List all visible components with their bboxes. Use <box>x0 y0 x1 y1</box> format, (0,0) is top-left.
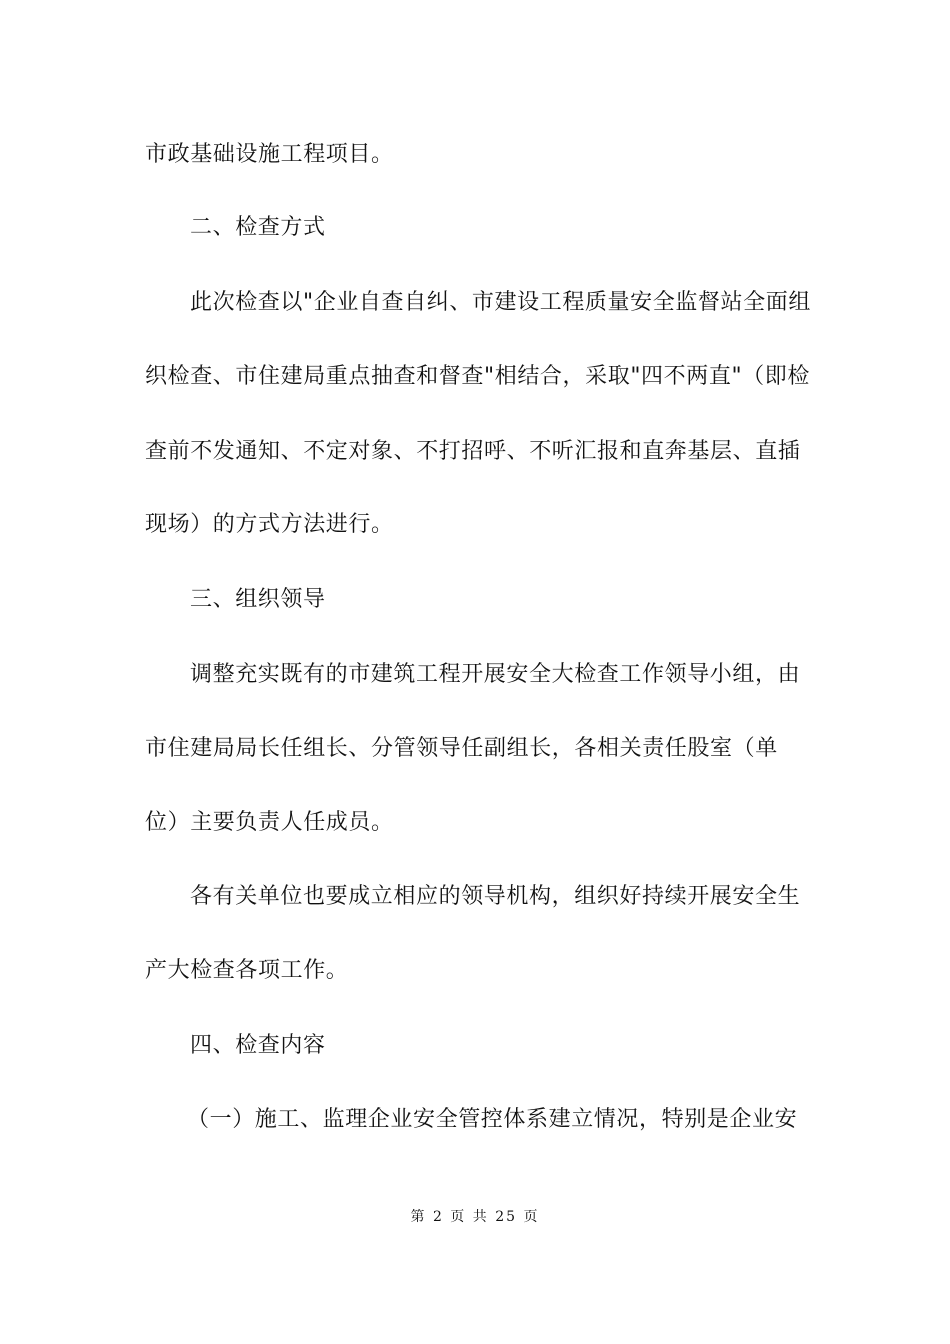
paragraph-line: （一）施工、监理企业安全管控体系建立情况，特别是企业安 <box>187 1107 798 1132</box>
page-number-footer: 第 2 页 共 25 页 <box>410 1209 540 1225</box>
section-heading: 四、检查内容 <box>190 1033 326 1058</box>
paragraph-line: 现场）的方式方法进行。 <box>145 512 394 537</box>
paragraph-line: 位）主要负责人任成员。 <box>145 810 394 835</box>
paragraph-line: 市政基础设施工程项目。 <box>145 142 394 167</box>
paragraph-line: 织检查、市住建局重点抽查和督查"相结合，采取"四不两直"（即检 <box>145 364 810 389</box>
paragraph-line: 调整充实既有的市建筑工程开展安全大检查工作领导小组，由 <box>190 662 801 687</box>
paragraph-line: 此次检查以"企业自查自纠、市建设工程质量安全监督站全面组 <box>190 290 811 315</box>
paragraph-line: 产大检查各项工作。 <box>145 958 349 983</box>
paragraph-line: 查前不发通知、不定对象、不打招呼、不听汇报和直奔基层、直插 <box>145 439 801 464</box>
section-heading: 二、检查方式 <box>190 215 326 240</box>
paragraph-line: 市住建局局长任组长、分管领导任副组长，各相关责任股室（单 <box>145 736 778 761</box>
paragraph-line: 各有关单位也要成立相应的领导机构，组织好持续开展安全生 <box>190 884 801 909</box>
section-heading: 三、组织领导 <box>190 587 326 612</box>
